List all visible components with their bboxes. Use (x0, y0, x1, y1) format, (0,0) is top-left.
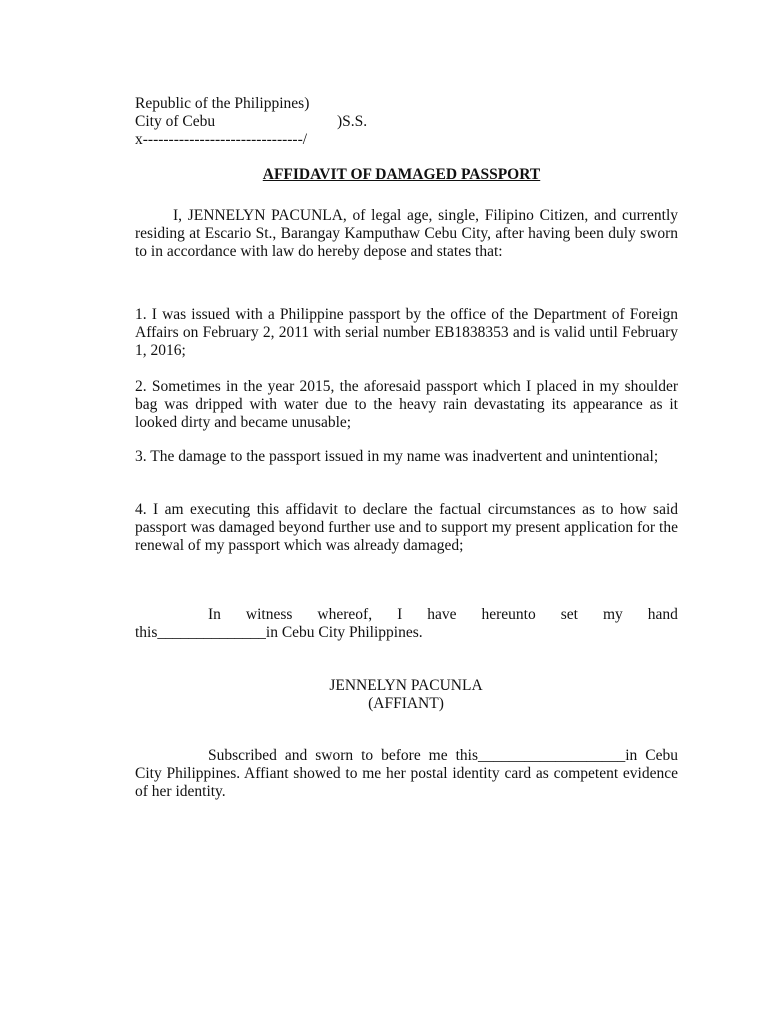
witness-line-1 (135, 606, 678, 624)
witness-word: hand (647, 606, 678, 623)
document-title: AFFIDAVIT OF DAMAGED PASSPORT (262, 166, 541, 183)
witness-word: hereunto (481, 606, 536, 623)
jurat-paragraph (135, 747, 678, 801)
witness-word: In (208, 606, 221, 623)
affiant-name: JENNELYN PACUNLA (329, 677, 483, 694)
witness-word: whereof, (317, 606, 373, 623)
caption-divider: x-------------------------------/ (135, 131, 308, 148)
intro-paragraph: I, JENNELYN PACUNLA, of legal age, single, Filipino Citizen, and currently residing at Escario St., Barangay Kamputhaw Cebu City, after having been duly sworn to in accordance with law do hereby depose and states that: (135, 207, 678, 260)
statement-item-4: 4. I am executing this affidavit to declare the factual circumstances as to how said passport was damaged beyond further use and to support my present application for the renewal of my passport which was already damaged; (135, 501, 678, 554)
jurat-rest: City Philippines. Affiant showed to me her postal identity card as competent evidence of her identity. (135, 765, 678, 800)
witness-line-2: this______________in Cebu City Philippines. (135, 624, 423, 641)
witness-word: witness (245, 606, 293, 623)
statement-item-1: 1. I was issued with a Philippine passport by the office of the Department of Foreign Affairs on February 2, 2011 with serial number EB1838353 and is valid until February 1, 2016; (135, 306, 678, 359)
witness-paragraph (135, 606, 678, 642)
affiant-role: (AFFIANT) (368, 695, 444, 712)
caption-ss: )S.S. (337, 113, 368, 130)
witness-word: my (602, 606, 623, 623)
jurat-line-1: Subscribed and sworn to before me this___________________in Cebu (208, 747, 678, 764)
witness-word: have (427, 606, 457, 623)
witness-word: I (397, 606, 403, 623)
witness-word: set (560, 606, 578, 623)
caption-republic: Republic of the Philippines) (135, 95, 310, 112)
caption-city: City of Cebu (135, 113, 216, 130)
statement-item-2: 2. Sometimes in the year 2015, the aforesaid passport which I placed in my shoulder bag was dripped with water due to the heavy rain devastating its appearance as it looked dirty and became unusable; (135, 378, 678, 431)
statement-item-3: 3. The damage to the passport issued in my name was inadvertent and unintentional; (135, 448, 659, 465)
